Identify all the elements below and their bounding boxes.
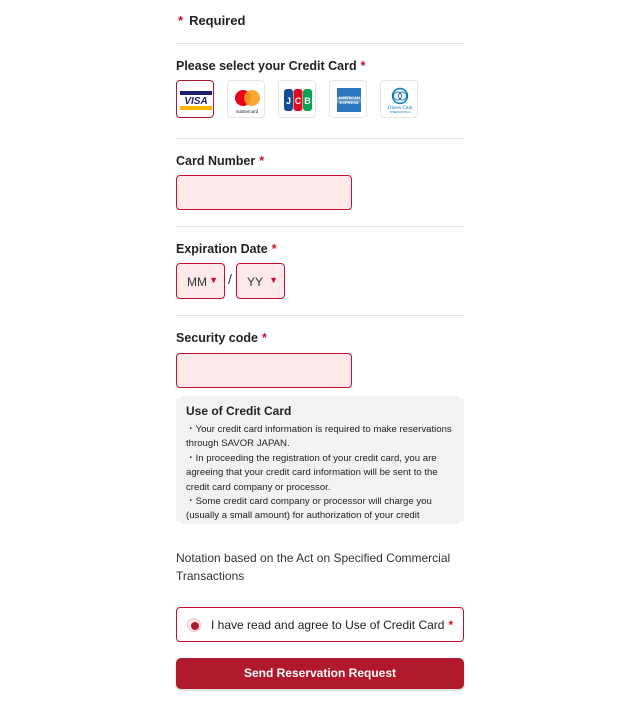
expiration-year-select[interactable] <box>236 263 285 299</box>
required-asterisk: * <box>178 13 184 28</box>
expiration-date-label <box>176 242 277 256</box>
radio-selected-dot <box>191 622 199 630</box>
svg-text:J: J <box>285 96 292 106</box>
divider <box>176 138 464 139</box>
svg-text:AMERICAN: AMERICAN <box>338 95 360 100</box>
divider <box>176 226 464 227</box>
required-asterisk: * <box>261 331 267 345</box>
required-asterisk: * <box>448 618 454 632</box>
security-code-label-text: Security code <box>176 331 258 345</box>
required-asterisk: * <box>360 59 366 73</box>
info-paragraph: ・Your credit card information is required to make reservations through SAVOR JAPAN. <box>186 424 452 450</box>
svg-text:VISA: VISA <box>184 96 208 107</box>
credit-card-use-info[interactable] <box>176 396 464 524</box>
agree-label-text: I have read and agree to Use of Credit Card <box>211 618 445 632</box>
visa-icon <box>177 81 215 119</box>
expiration-date-label-text: Expiration Date <box>176 242 268 256</box>
date-separator: / <box>228 271 232 287</box>
info-paragraph: ・In proceeding the registration of your credit card, you are agreeing that your credit card information will be sent to the credit card company or processor. <box>186 452 438 493</box>
card-number-label <box>176 154 264 168</box>
amex-icon <box>330 81 368 119</box>
divider <box>176 315 464 316</box>
agree-radio[interactable] <box>187 618 201 632</box>
card-option-amex[interactable] <box>329 80 367 118</box>
security-code-label <box>176 331 267 345</box>
month-placeholder: MM <box>187 275 207 289</box>
commercial-transactions-link[interactable]: Notation based on the Act on Specified Commercial Transactions <box>176 551 451 583</box>
agree-label <box>211 618 453 632</box>
svg-text:Diners Club: Diners Club <box>387 106 413 111</box>
dropdown-arrow-icon: ▼ <box>269 275 278 285</box>
agree-checkbox[interactable] <box>176 607 464 642</box>
info-title: Use of Credit Card <box>186 404 292 418</box>
card-option-mastercard[interactable] <box>227 80 265 118</box>
jcb-icon <box>279 81 317 119</box>
svg-text:C: C <box>294 96 302 106</box>
expiration-month-select[interactable] <box>176 263 225 299</box>
required-asterisk: * <box>271 242 277 256</box>
credit-card-label <box>176 59 366 73</box>
card-number-input[interactable] <box>176 175 352 210</box>
security-code-input[interactable] <box>176 353 352 388</box>
divider <box>176 43 464 44</box>
year-placeholder: YY <box>247 275 264 289</box>
required-text: Required <box>189 13 246 28</box>
mastercard-icon <box>228 81 266 119</box>
svg-text:B: B <box>304 96 311 106</box>
card-option-visa[interactable] <box>176 80 214 118</box>
dropdown-arrow-icon: ▼ <box>209 275 218 285</box>
svg-text:mastercard: mastercard <box>235 109 259 114</box>
svg-text:INTERNATIONAL: INTERNATIONAL <box>389 111 411 114</box>
credit-card-label-text: Please select your Credit Card <box>176 59 357 73</box>
card-option-diners[interactable] <box>380 80 418 118</box>
diners-club-icon <box>381 81 419 119</box>
card-option-jcb[interactable] <box>278 80 316 118</box>
required-note <box>178 13 245 28</box>
info-paragraph: ・Some credit card company or processor will charge you (usually a small amount) for authorization of your credit <box>186 496 432 522</box>
required-asterisk: * <box>259 154 265 168</box>
svg-text:EXPRESS: EXPRESS <box>339 100 359 105</box>
card-number-label-text: Card Number <box>176 154 256 168</box>
send-reservation-button[interactable]: Send Reservation Request <box>176 658 464 689</box>
